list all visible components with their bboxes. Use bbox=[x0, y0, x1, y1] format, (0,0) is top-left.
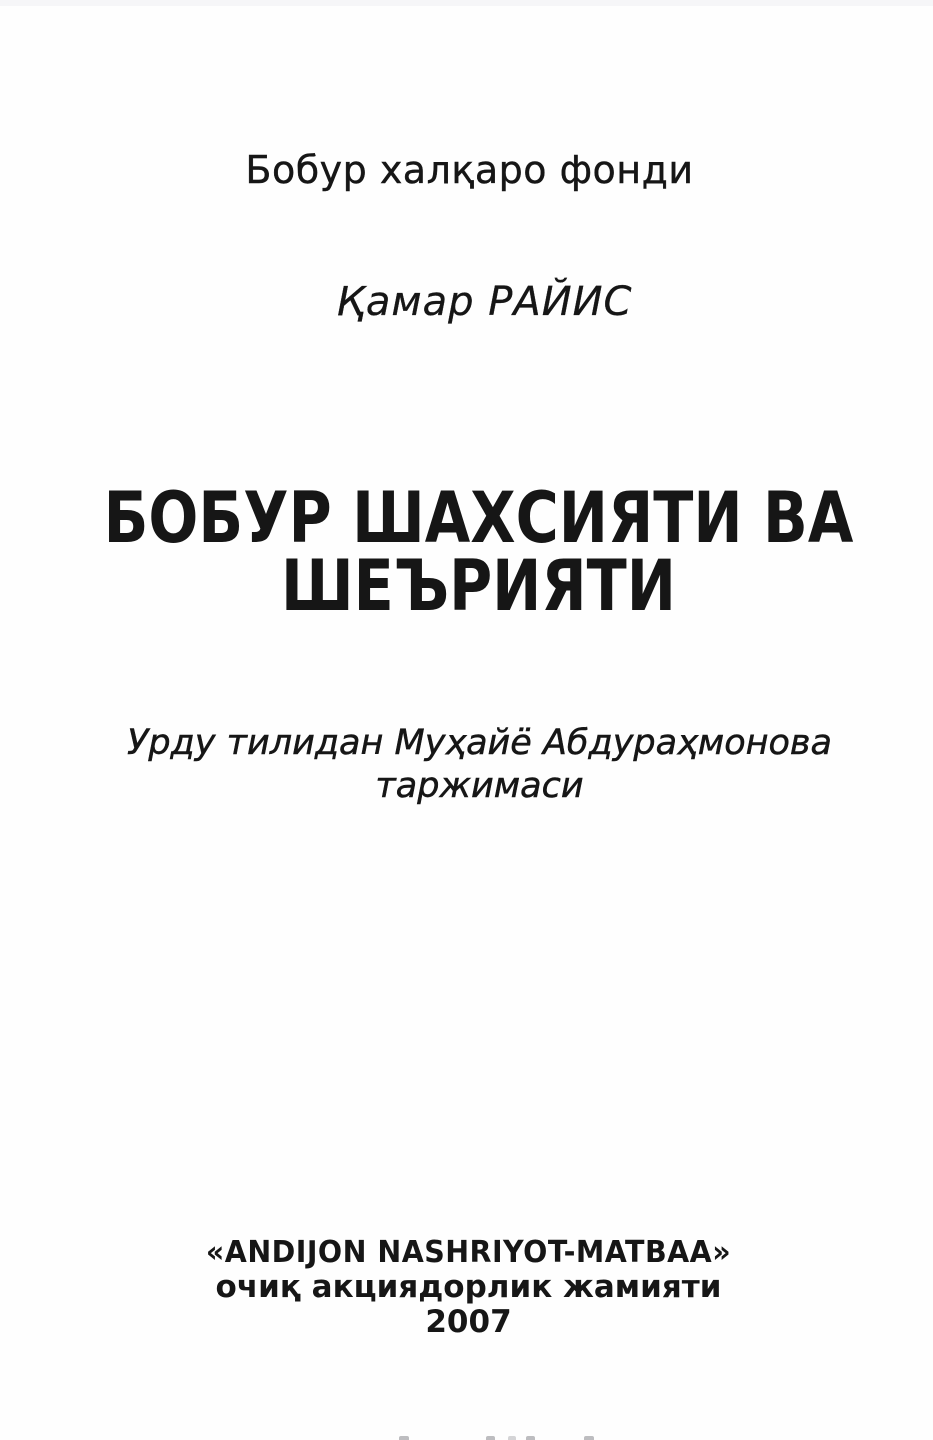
publisher-name: «ANDIJON NASHRIYOT-MATBAA» bbox=[205, 1235, 732, 1270]
book-title-line2: ШЕЪРИЯТИ bbox=[281, 545, 676, 627]
cutoff-text-fragments bbox=[0, 1435, 933, 1440]
foundation-name: Бобур халқаро фонди bbox=[245, 148, 694, 192]
cutoff-text-fragment bbox=[584, 1436, 594, 1440]
translation-credit-line2: таржимаси bbox=[375, 766, 584, 806]
translation-credit bbox=[13, 722, 933, 808]
imprint bbox=[2, 1235, 933, 1340]
cutoff-text-fragment bbox=[508, 1436, 516, 1440]
cutoff-text-fragment bbox=[486, 1436, 495, 1440]
publisher-type: очиқ акциядорлик жамияти bbox=[215, 1269, 722, 1305]
author-name: Қамар РАЙИС bbox=[336, 279, 633, 325]
book-title bbox=[87, 477, 871, 627]
scan-edge-strip bbox=[0, 0, 933, 6]
book-title-line1: БОБУР ШАХСИЯТИ ВА bbox=[103, 477, 854, 559]
cutoff-text-fragment bbox=[526, 1436, 535, 1440]
cutoff-text-fragment bbox=[399, 1436, 409, 1440]
translation-credit-line1: Урду тилидан Муҳайё Абдураҳмонова bbox=[127, 723, 832, 763]
publication-year: 2007 bbox=[425, 1304, 512, 1340]
